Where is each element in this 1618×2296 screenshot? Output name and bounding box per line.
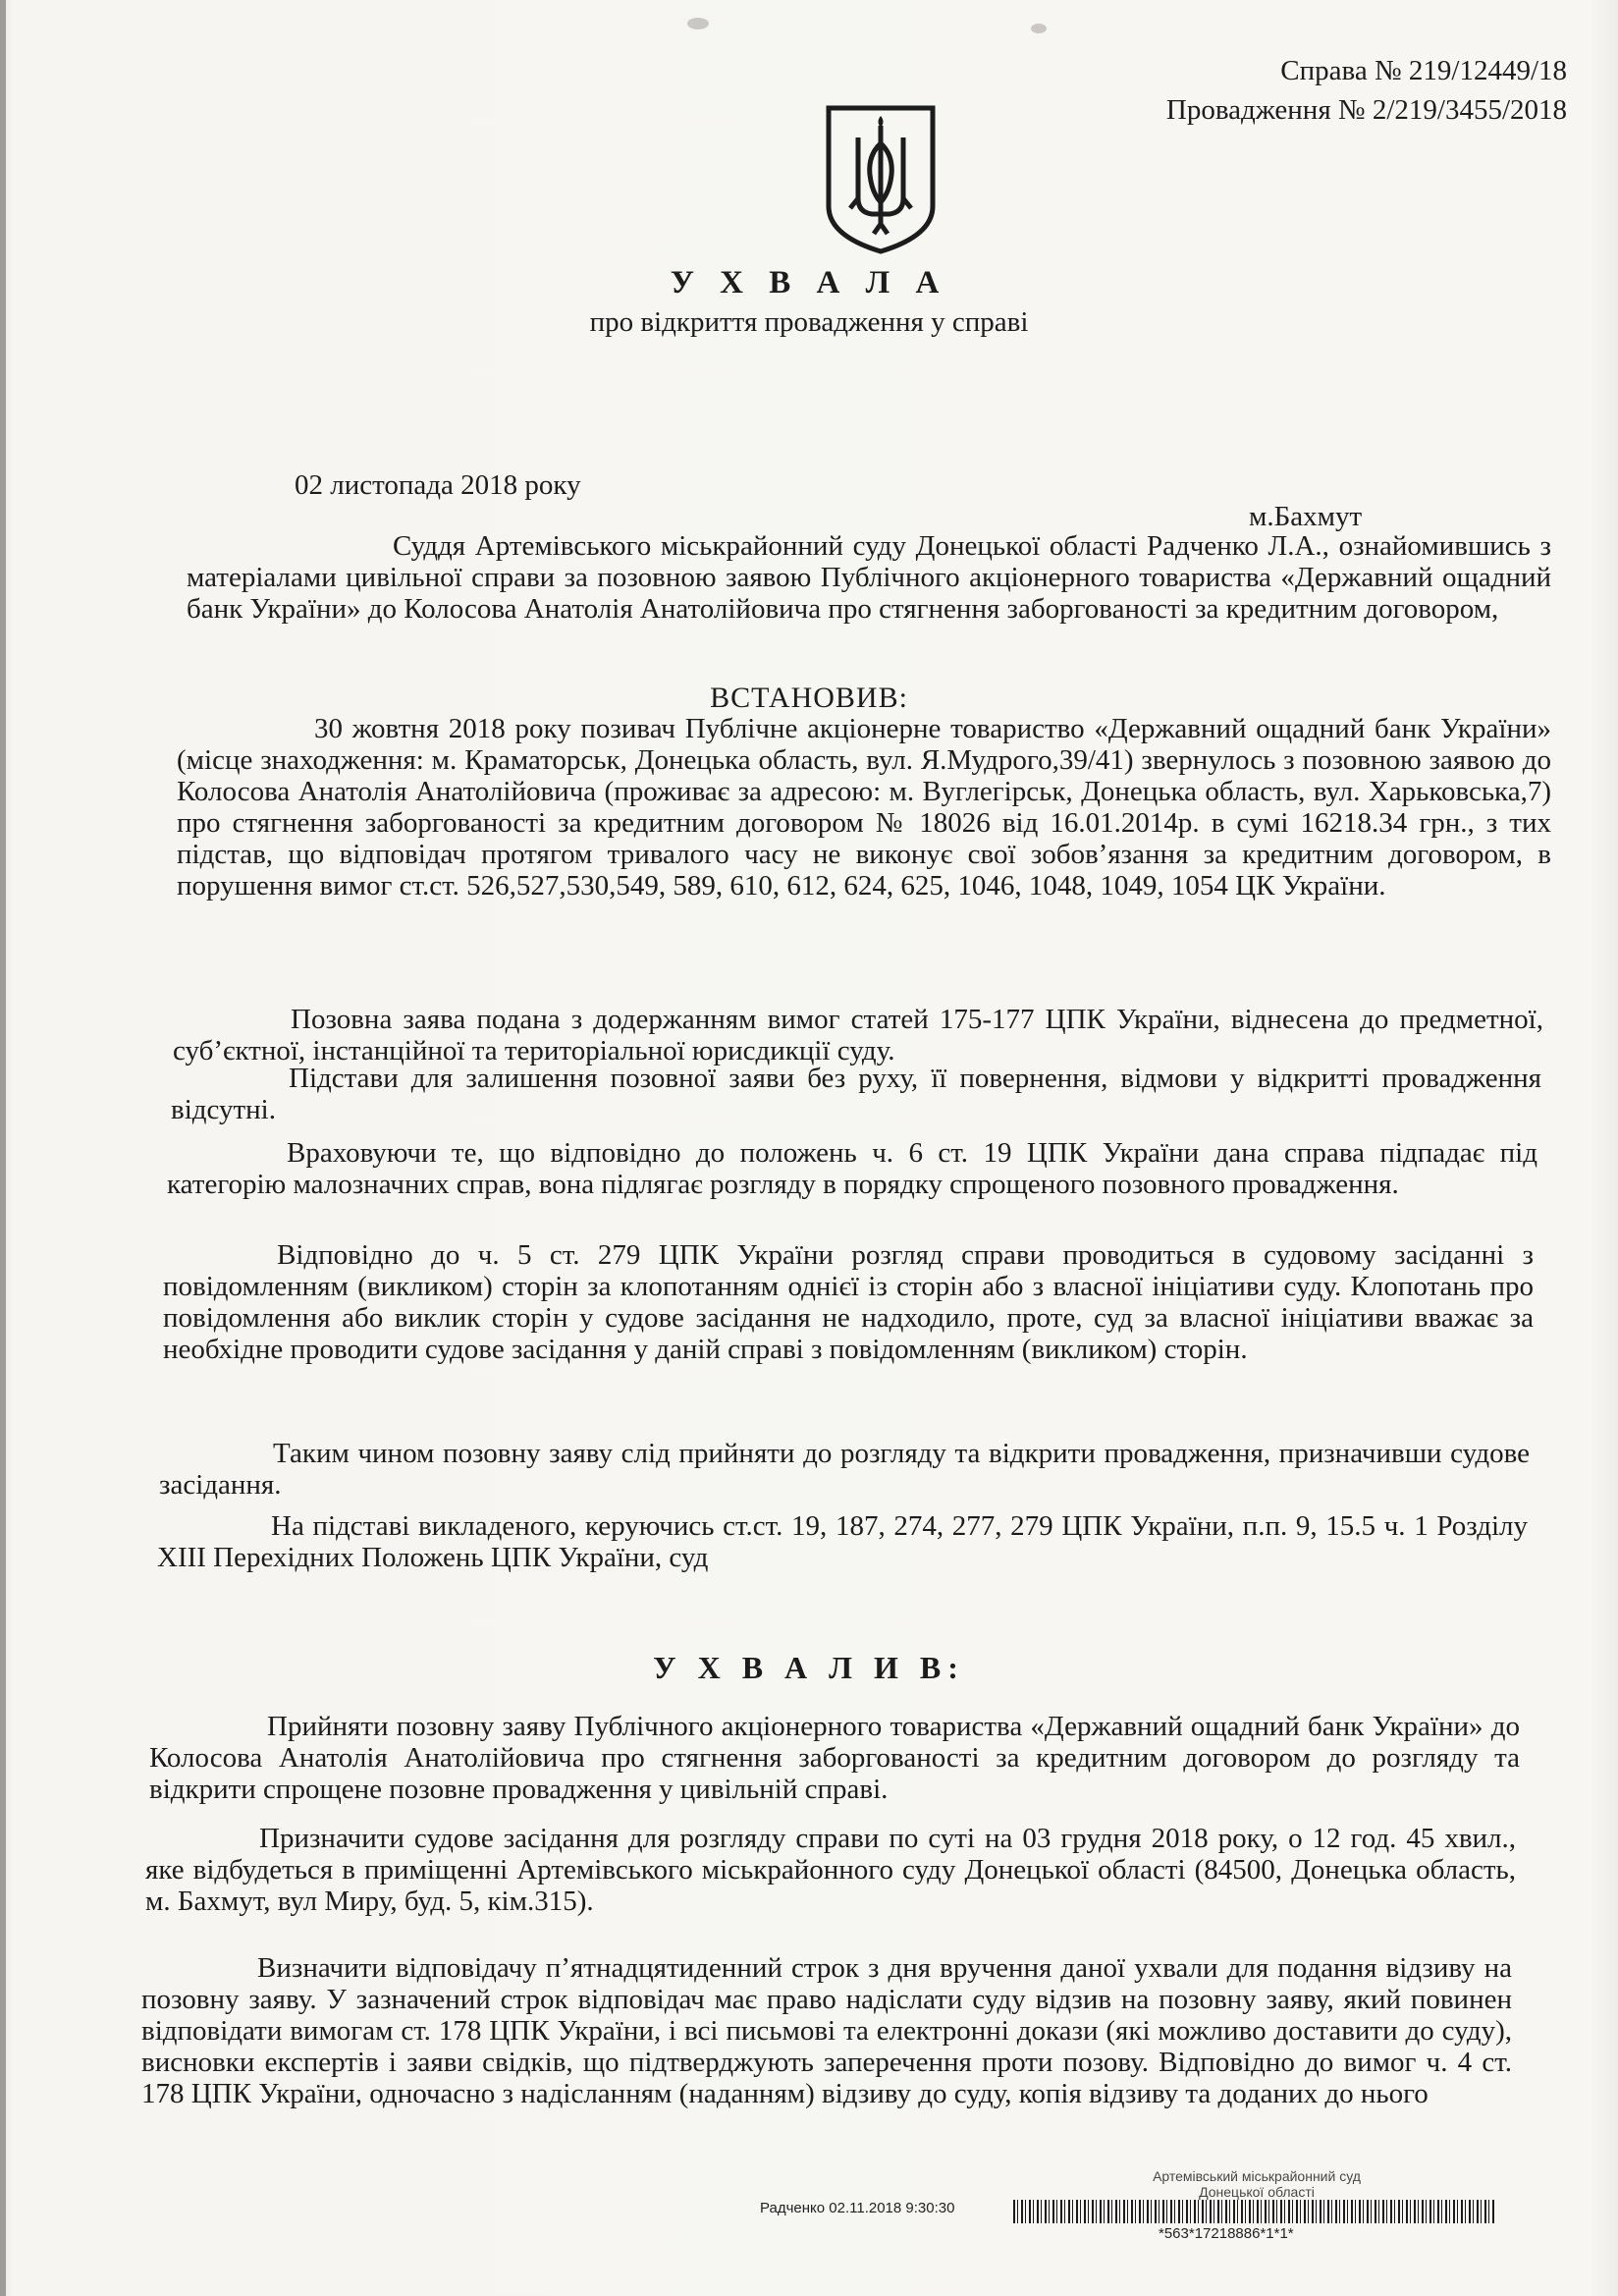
established-paragraph-5: Відповідно до ч. 5 ст. 279 ЦПК України розгляд справи проводиться в судовому засіданні з повідомленням (викликом) сторін за клопотанням однієї із сторін або з власної ініціативи суду. Клопотань про повідомлення або виклик сторін у судове засідання не надходило, проте, суд за власної ініціативи вважає за необхідне проводити судове засідання у даній справі з повідомленням (викликом) сторін.: [163, 1239, 1534, 1365]
decision-city: м.Бахмут: [1249, 501, 1363, 532]
ruled-paragraph-2: Призначити судове засідання для розгляду справи по суті на 03 грудня 2018 року, о 12 год. 45 хвил., яке відбудеться в приміщенні Артемівського міськрайонного суду Донецької області (84500, Донецька область, м. Бахмут, вул Миру, буд. 5, кім.315).: [145, 1823, 1516, 1917]
court-stamp: [1119, 2168, 1394, 2200]
stamp-region: Донецької області: [1199, 2184, 1315, 2200]
established-paragraph-1: 30 жовтня 2018 року позивач Публічне акціонерне товариство «Державний ощадний банк України» (місце знаходження: м. Краматорськ, Донецька область, вул. Я.Мудрого,39/41) звернулось з позовною заявою до Колосова Анатолія Анатолійовича (проживає за адресою: м. Вуглегірськ, Донецька область, вул. Харьковська,7) про стягнення заборгованості за кредитним договором № 18026 від 16.01.2014р. в сумі 16218.34 грн., з тих підстав, що відповідач протягом тривалого часу не виконує свої зобов’язання за кредитним договором, в порушення вимог ст.ст. 526,527,530,549, 589, 610, 612, 624, 625, 1046, 1048, 1049, 1054 ЦК України.: [177, 713, 1551, 902]
ruled-paragraph-1: Прийняти позовну заяву Публічного акціонерного товариства «Державний ощадний банк України» до Колосова Анатолія Анатолійовича про стягнення заборгованості за кредитним договором до розгляду та відкрити спрощене позовне провадження у цивільній справі.: [149, 1711, 1520, 1805]
ruled-heading: У Х В А Л И В:: [653, 1650, 965, 1685]
scan-edge: [0, 0, 6, 2296]
electronic-signature: Радченко 02.11.2018 9:30:30: [760, 2200, 955, 2216]
case-references: [1166, 51, 1567, 130]
established-paragraph-7: На підставі викладеного, керуючись ст.ст. 19, 187, 274, 277, 279 ЦПК України, п.п. 9, 15.5 ч. 1 Розділу ХІІІ Перехідних Положень ЦПК України, суд: [157, 1510, 1528, 1573]
intro-paragraph: Суддя Артемівського міськрайонний суду Донецької області Радченко Л.А., ознайомившись з матеріалами цивільної справи за позовною заявою Публічного акціонерного товариства «Державний ощадний банк України» до Колосова Анатолія Анатолійовича про стягнення заборгованості за кредитним договором,: [187, 530, 1551, 625]
document-title: У Х В А Л А: [670, 265, 948, 301]
coat-of-arms-icon: [823, 104, 939, 255]
proceeding-number: Провадження № 2/219/3455/2018: [1165, 94, 1567, 126]
ruled-paragraph-3: Визначити відповідачу п’ятнадцятиденний строк з дня вручення даної ухвали для подання відзиву на позовну заяву. У зазначений строк відповідач має право надіслати суду відзив на позовну заяву, який повинен відповідати вимогам ст. 178 ЦПК України, і всі письмові та електронні докази (які можливо доставити до суду), висновки експертів і заяви свідків, що підтверджують заперечення проти позову. Відповідно до вимог ч. 4 ст. 178 ЦПК України, одночасно з надісланням (наданням) відзиву до суду, копія відзиву та доданих до нього: [141, 1952, 1512, 2109]
case-number: Справа № 219/12449/18: [1280, 55, 1567, 86]
barcode-icon: [1013, 2200, 1494, 2223]
decision-date: 02 листопада 2018 року: [295, 469, 581, 501]
stamp-court-name: Артемівський міськрайонний суд: [1153, 2168, 1361, 2184]
scan-artifact: [687, 18, 709, 29]
established-heading: ВСТАНОВИВ:: [710, 682, 908, 714]
scan-artifact: [1031, 24, 1047, 33]
document-subtitle: про відкриття провадження у справі: [589, 306, 1029, 338]
established-paragraph-2: Позовна заява подана з додержанням вимог статей 175-177 ЦПК України, віднесена до предметної, суб’єктної, інстанційної та територіальної юрисдикції суду.: [173, 1004, 1543, 1066]
established-paragraph-3: Підстави для залишення позовної заяви без руху, її повернення, відмови у відкритті провадження відсутні.: [171, 1063, 1541, 1125]
established-paragraph-4: Враховуючи те, що відповідно до положень ч. 6 ст. 19 ЦПК України дана справа підпадає під категорію малозначних справ, вона підлягає розгляду в порядку спрощеного позовного провадження.: [167, 1137, 1537, 1200]
established-paragraph-6: Таким чином позовну заяву слід прийняти до розгляду та відкрити провадження, призначивши судове засідання.: [159, 1438, 1530, 1501]
barcode-number: *563*17218886*1*1*: [1159, 2225, 1294, 2242]
